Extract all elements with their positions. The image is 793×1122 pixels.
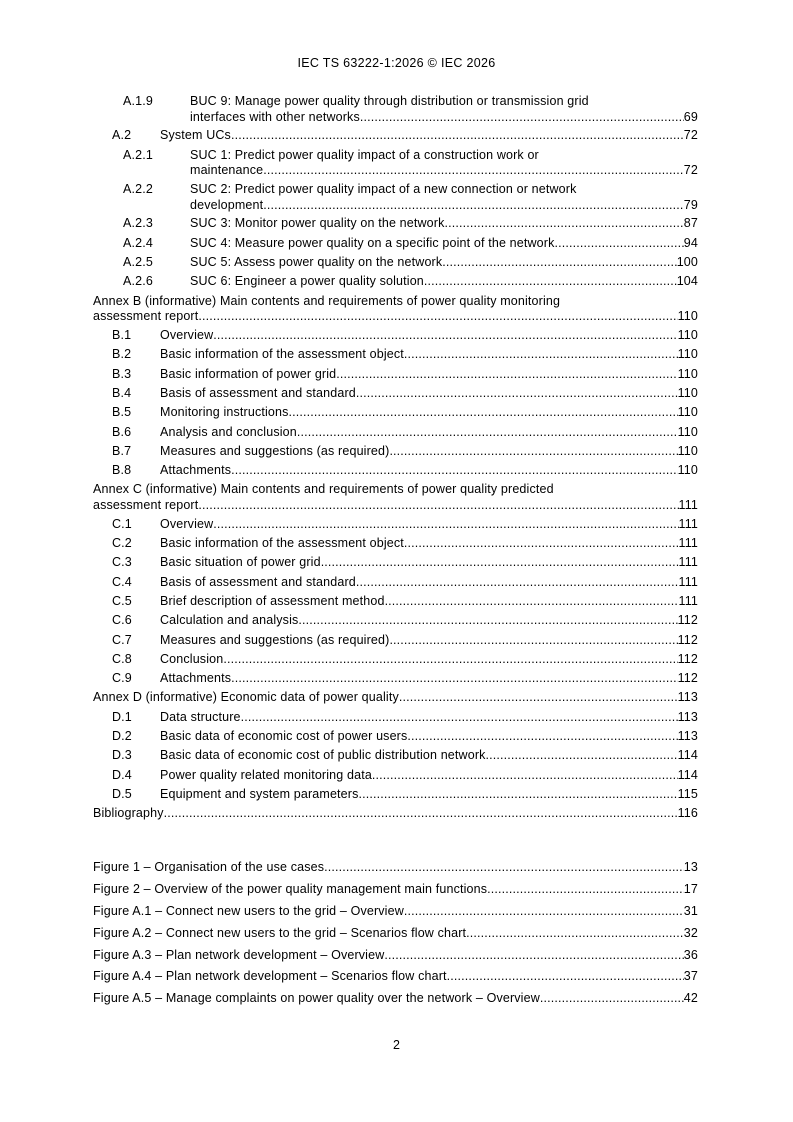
toc-entry-a-2-6[interactable]	[93, 274, 698, 290]
toc-entry-title-line1: Annex C (informative) Main contents and requirements of power quality predicted	[93, 482, 554, 497]
dot-leader	[198, 309, 677, 325]
toc-entry-number: D.4	[112, 767, 132, 782]
figure-entry[interactable]	[93, 926, 698, 942]
toc-entry-page: 87	[683, 216, 698, 231]
toc-entry-number: B.2	[112, 347, 132, 362]
dot-leader	[213, 517, 678, 533]
toc-entry-title: Conclusion	[160, 651, 224, 666]
dot-leader	[389, 633, 677, 649]
toc-entry-title: Equipment and system parameters	[160, 786, 359, 801]
toc-entry-page: 100	[676, 255, 698, 270]
toc-entry-page: 110	[677, 405, 698, 420]
toc-entry-number: A.2.3	[123, 216, 153, 231]
toc-entry-page: 69	[683, 109, 698, 124]
toc-entry-title: Basic information of the assessment object	[160, 347, 404, 362]
figure-entry[interactable]	[93, 969, 698, 985]
toc-entry-page: 111	[678, 516, 698, 531]
dot-leader	[404, 347, 678, 363]
toc-entry-page: 110	[677, 463, 698, 478]
toc-entry-title-line1: SUC 2: Predict power quality impact of a new connection or network	[190, 182, 577, 197]
toc-entry-number: C.1	[112, 516, 132, 531]
toc-entry-number: C.3	[112, 555, 132, 570]
figure-title: Figure A.2 – Connect new users to the grid – Scenarios flow chart	[93, 925, 467, 940]
toc-entry-c-4[interactable]	[93, 575, 698, 591]
toc-entry-number: A.2.6	[123, 274, 153, 289]
dot-leader	[447, 969, 684, 985]
toc-entry-number: C.5	[112, 594, 132, 608]
toc-entry-annex-d[interactable]	[93, 690, 698, 706]
toc-entry-number: B.6	[112, 424, 132, 439]
figure-entry[interactable]	[93, 882, 698, 898]
toc-entry-title: Measures and suggestions (as required)	[160, 632, 390, 647]
toc-entry-number: A.2.4	[123, 235, 153, 250]
figure-page: 37	[683, 969, 698, 984]
toc-entry-page: 113	[677, 729, 698, 744]
toc-entry-a-2-3[interactable]	[93, 216, 698, 232]
figure-title: Figure A.3 – Plan network development – Overview	[93, 947, 385, 962]
toc-entry-c-8[interactable]	[93, 652, 698, 668]
toc-entry-page: 115	[677, 786, 698, 801]
toc-entry-number: A.2.2	[123, 182, 153, 197]
toc-entry-page: 112	[677, 671, 698, 686]
toc-entry-page: 110	[677, 328, 698, 343]
figure-title: Figure 2 – Overview of the power quality management main functions	[93, 881, 488, 896]
toc-entry-page: 111	[678, 574, 698, 589]
toc-entry-b-3[interactable]	[93, 367, 698, 383]
dot-leader	[486, 748, 678, 764]
page-number: 2	[393, 1038, 400, 1052]
toc-entry-title: Power quality related monitoring data	[160, 767, 372, 782]
toc-entry-page: 72	[683, 128, 698, 143]
dot-leader	[356, 386, 678, 402]
toc-entry-c-1[interactable]	[93, 517, 698, 533]
figure-page: 13	[683, 860, 698, 874]
dot-leader	[321, 555, 679, 571]
toc-entry-c-9[interactable]	[93, 671, 698, 687]
toc-entry-number: B.7	[112, 443, 132, 458]
toc-entry-number: A.2	[112, 128, 132, 143]
toc-entry-title: Basis of assessment and standard	[160, 385, 356, 400]
figure-page: 42	[683, 991, 698, 1006]
toc-entry-number: C.2	[112, 536, 132, 551]
dot-leader	[241, 710, 678, 726]
toc-entry-a-2-5[interactable]	[93, 255, 698, 271]
toc-entry-title-line1: SUC 1: Predict power quality impact of a construction work or	[190, 147, 539, 162]
dot-leader	[213, 328, 677, 344]
dot-leader	[198, 498, 678, 514]
toc-entry-number: D.2	[112, 729, 132, 744]
figure-page: 31	[683, 903, 698, 918]
dot-leader	[404, 904, 684, 920]
toc-entry-title: Basic data of economic cost of power users	[160, 729, 408, 744]
toc-entry-title-line1: BUC 9: Manage power quality through distribution or transmission grid	[190, 94, 589, 108]
toc-entry-title: SUC 6: Engineer a power quality solution	[190, 274, 424, 289]
dot-leader	[324, 860, 684, 876]
dot-leader	[223, 652, 677, 668]
dot-leader	[336, 367, 677, 383]
toc-entry-title: Overview	[160, 328, 214, 343]
toc-entry-title: Monitoring instructions	[160, 405, 289, 420]
figure-title: Figure 1 – Organisation of the use cases	[93, 860, 325, 874]
toc-entry-b-7[interactable]	[93, 444, 698, 460]
figure-entry[interactable]	[93, 991, 698, 1007]
figure-entry[interactable]	[93, 904, 698, 920]
toc-entry-page: 111	[678, 594, 698, 608]
toc-entry-b-1[interactable]	[93, 328, 698, 344]
toc-entry-d-4[interactable]	[93, 768, 698, 784]
toc-entry-title-line2: assessment report	[93, 497, 199, 512]
dot-leader	[540, 991, 684, 1007]
toc-entry-page: 110	[677, 424, 698, 439]
toc-entry-title: Basic data of economic cost of public distribution network	[160, 748, 486, 763]
toc-entry-title: Analysis and conclusion	[160, 424, 297, 439]
dot-leader	[399, 690, 678, 706]
toc-entry-title-line2: interfaces with other networks	[190, 109, 360, 124]
toc-entry-b-8[interactable]	[93, 463, 698, 479]
figure-title: Figure A.1 – Connect new users to the grid – Overview	[93, 903, 404, 918]
toc-entry-number: B.1	[112, 328, 132, 343]
dot-leader	[231, 463, 677, 479]
toc-entry-title: Basic situation of power grid	[160, 555, 321, 570]
figure-title: Figure A.5 – Manage complaints on power quality over the network – Overview	[93, 991, 540, 1006]
toc-entry-annex-b[interactable]	[93, 294, 698, 325]
dot-leader	[263, 198, 684, 214]
toc-entry-a-2[interactable]	[93, 128, 698, 144]
dot-leader	[298, 613, 677, 629]
toc-entry-c-5[interactable]	[93, 594, 698, 610]
toc-entry-title: SUC 5: Assess power quality on the network	[190, 255, 443, 270]
toc-entry-number: B.4	[112, 385, 132, 400]
page-header: IEC TS 63222-1:2026 © IEC 2026	[297, 56, 496, 70]
toc-entry-a-2-1[interactable]	[93, 148, 698, 179]
dot-leader	[359, 787, 678, 803]
toc-entry-c-2[interactable]	[93, 536, 698, 552]
figure-page: 17	[683, 881, 698, 896]
toc-entry-number: B.5	[112, 405, 132, 420]
dot-leader	[407, 729, 677, 745]
dot-leader	[297, 425, 678, 441]
dot-leader	[372, 768, 678, 784]
toc-entry-bibliography[interactable]	[93, 806, 698, 822]
toc-entry-number: D.1	[112, 709, 132, 724]
table-of-contents	[93, 94, 698, 826]
toc-entry-c-6[interactable]	[93, 613, 698, 629]
toc-entry-page: 111	[678, 555, 698, 570]
figure-entry[interactable]	[93, 860, 698, 876]
dot-leader	[356, 575, 679, 591]
toc-entry-b-4[interactable]	[93, 386, 698, 402]
toc-entry-page: 116	[677, 806, 698, 821]
toc-entry-b-6[interactable]	[93, 425, 698, 441]
toc-entry-c-7[interactable]	[93, 633, 698, 649]
toc-entry-title: Basis of assessment and standard	[160, 574, 356, 589]
toc-entry-page: 110	[677, 309, 698, 324]
toc-entry-d-3[interactable]	[93, 748, 698, 764]
dot-leader	[385, 594, 679, 610]
toc-entry-d-1[interactable]	[93, 710, 698, 726]
figure-page: 32	[683, 925, 698, 940]
dot-leader	[445, 216, 684, 232]
dot-leader	[164, 806, 678, 822]
toc-entry-page: 111	[678, 536, 698, 551]
dot-leader	[442, 255, 676, 271]
toc-entry-title: Brief description of assessment method	[160, 594, 385, 608]
toc-entry-annex-c[interactable]	[93, 482, 698, 513]
toc-entry-number: D.3	[112, 748, 132, 763]
toc-entry-number: A.2.5	[123, 255, 153, 270]
toc-entry-title: Attachments	[160, 463, 232, 478]
toc-entry-a-2-2[interactable]	[93, 182, 698, 213]
dot-leader	[555, 236, 684, 252]
toc-entry-b-5[interactable]	[93, 405, 698, 421]
toc-entry-number: B.3	[112, 366, 132, 381]
toc-entry-number: D.5	[112, 786, 132, 801]
toc-entry-d-5[interactable]	[93, 787, 698, 803]
toc-entry-number: C.9	[112, 671, 132, 686]
toc-entry-page: 110	[677, 347, 698, 362]
dot-leader	[404, 536, 679, 552]
toc-entry-page: 72	[683, 163, 698, 178]
toc-entry-title: Data structure	[160, 709, 241, 724]
toc-entry-page: 114	[677, 767, 698, 782]
toc-entry-title: Overview	[160, 516, 214, 531]
toc-entry-c-3[interactable]	[93, 555, 698, 571]
toc-entry-page: 110	[677, 443, 698, 458]
toc-entry-b-2[interactable]	[93, 347, 698, 363]
toc-entry-title: Attachments	[160, 671, 232, 686]
toc-entry-number: C.7	[112, 632, 132, 647]
toc-entry-title: System UCs	[160, 128, 231, 143]
dot-leader	[231, 671, 677, 687]
toc-entry-a-1-9[interactable]	[93, 94, 698, 125]
figure-entry[interactable]	[93, 948, 698, 964]
dot-leader	[424, 274, 677, 290]
toc-entry-a-2-4[interactable]	[93, 236, 698, 252]
dot-leader	[487, 882, 684, 898]
dot-leader	[466, 926, 684, 942]
toc-entry-title: Basic information of power grid	[160, 366, 337, 381]
dot-leader	[263, 163, 684, 179]
dot-leader	[289, 405, 678, 421]
toc-entry-title: SUC 4: Measure power quality on a specific point of the network	[190, 235, 555, 250]
toc-entry-page: 112	[677, 613, 698, 628]
dot-leader	[360, 110, 684, 126]
toc-entry-number: C.8	[112, 651, 132, 666]
dot-leader	[389, 444, 677, 460]
toc-entry-number: C.4	[112, 574, 132, 589]
toc-entry-number: A.2.1	[123, 147, 153, 162]
toc-entry-title: Bibliography	[93, 806, 164, 821]
toc-entry-number: A.1.9	[123, 94, 153, 108]
toc-entry-title: Calculation and analysis	[160, 613, 299, 628]
toc-entry-title-line2: assessment report	[93, 309, 199, 324]
toc-entry-page: 94	[683, 235, 698, 250]
toc-entry-number: B.8	[112, 463, 132, 478]
toc-entry-page: 112	[677, 632, 698, 647]
figure-page: 36	[683, 947, 698, 962]
toc-entry-page: 113	[677, 709, 698, 724]
toc-entry-title: Annex D (informative) Economic data of power quality	[93, 690, 399, 705]
dot-leader	[231, 128, 684, 144]
toc-entry-title-line1: Annex B (informative) Main contents and requirements of power quality monitoring	[93, 293, 561, 308]
list-of-figures	[93, 860, 698, 1013]
toc-entry-title-line2: development	[190, 197, 264, 212]
toc-entry-title: Basic information of the assessment object	[160, 536, 404, 551]
dot-leader	[384, 948, 683, 964]
toc-entry-page: 110	[677, 366, 698, 381]
figure-title: Figure A.4 – Plan network development – Scenarios flow chart	[93, 969, 447, 984]
toc-entry-page: 113	[677, 690, 698, 705]
toc-entry-title: SUC 3: Monitor power quality on the network	[190, 216, 445, 231]
toc-entry-page: 112	[677, 651, 698, 666]
toc-entry-d-2[interactable]	[93, 729, 698, 745]
toc-entry-page: 104	[676, 274, 698, 289]
toc-entry-page: 111	[678, 497, 698, 512]
toc-entry-page: 79	[683, 197, 698, 212]
toc-entry-page: 110	[677, 385, 698, 400]
toc-entry-title: Measures and suggestions (as required)	[160, 443, 390, 458]
toc-entry-title-line2: maintenance	[190, 163, 264, 178]
toc-entry-page: 114	[677, 748, 698, 763]
toc-entry-number: C.6	[112, 613, 132, 628]
